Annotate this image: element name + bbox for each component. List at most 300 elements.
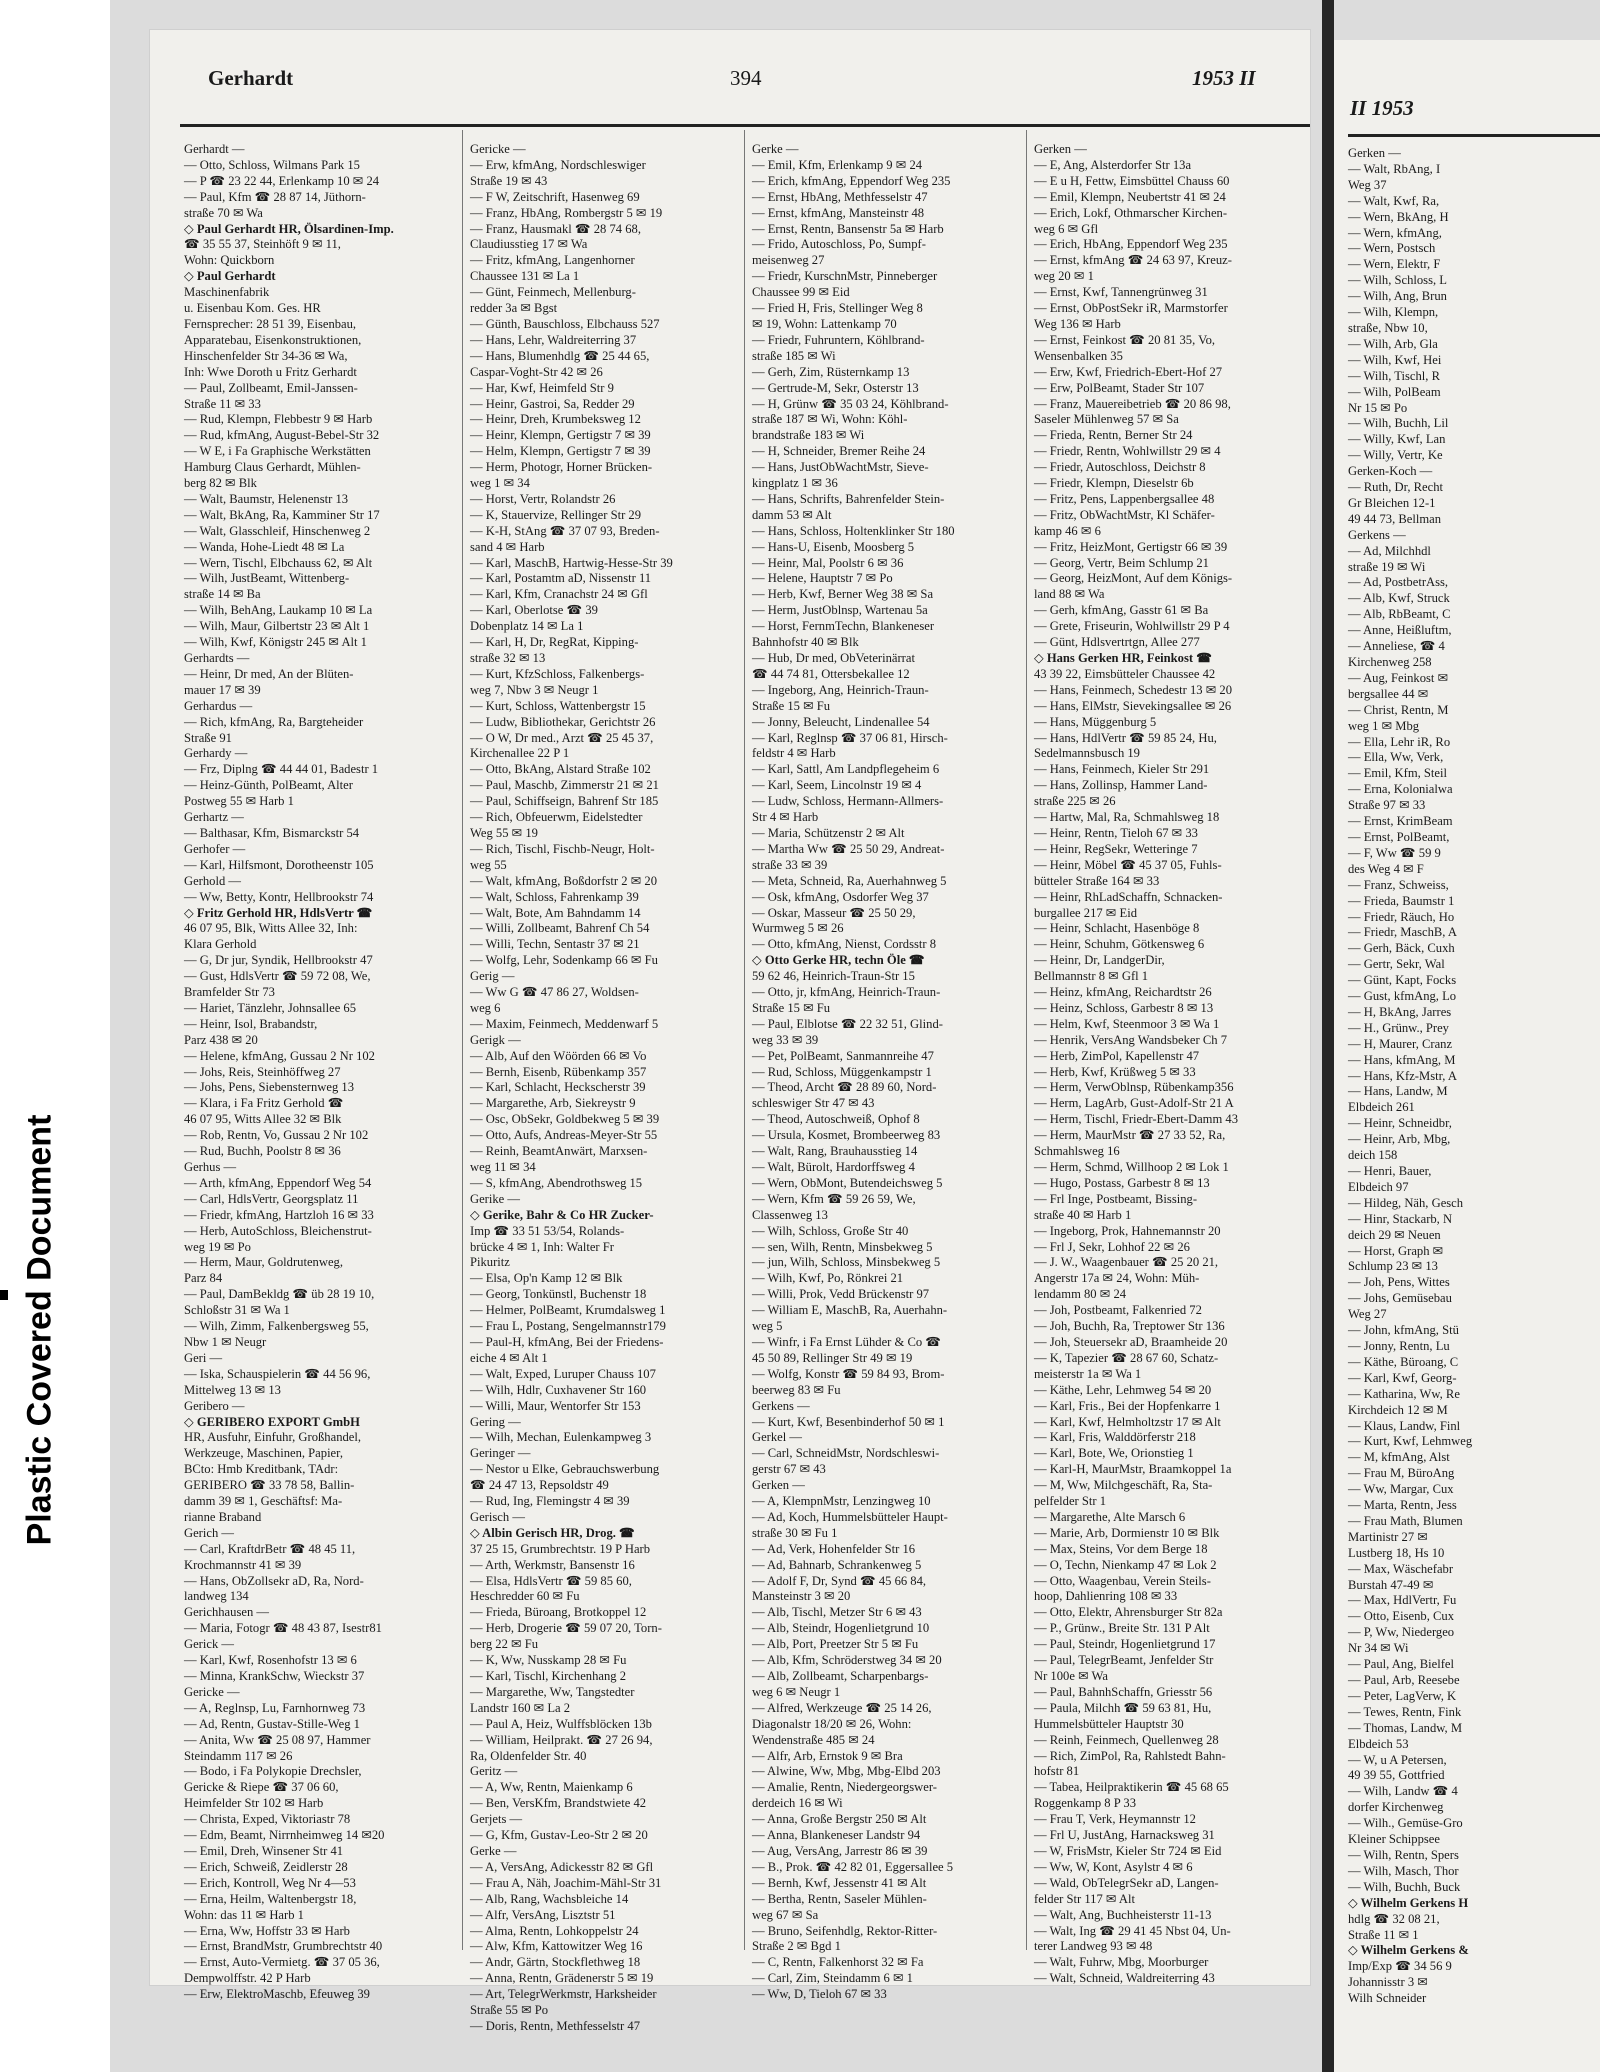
directory-entry-line: Straße 15 ✉ Fu <box>752 1000 831 1015</box>
directory-entry-line: — Arth, Werkmstr, Bansenstr 16 <box>470 1557 635 1572</box>
directory-entry-line: — Frl Inge, Postbeamt, Bissing- <box>1034 1191 1198 1206</box>
directory-entry-line: terer Landweg 93 ✉ 48 <box>1034 1939 1153 1954</box>
directory-entry-line: — Franz, Hausmakl ☎ 28 74 68, <box>470 221 641 236</box>
directory-entry-line: Dempwolffstr. 42 P Harb <box>184 1971 311 1986</box>
directory-entry-line: — Osc, ObSekr, Goldbekweg 5 ✉ 39 <box>470 1112 660 1127</box>
directory-entry-line: Chaussee 99 ✉ Eid <box>752 285 850 300</box>
directory-entry-line: — Ella, Ww, Verk, <box>1348 750 1444 765</box>
directory-entry-line: — Reinh, BeamtAnwärt, Marxsen- <box>470 1144 648 1159</box>
directory-entry-line: — Hartw, Mal, Ra, Schmahlsweg 18 <box>1034 810 1220 825</box>
directory-entry-line: — Ad, Verk, Hohenfelder Str 16 <box>752 1541 916 1556</box>
directory-entry-line: — Ben, VersKfm, Brandstwiete 42 <box>470 1796 647 1811</box>
directory-entry-line: — Ad, Rentn, Gustav-Stille-Weg 1 <box>184 1716 360 1731</box>
directory-entry-line: — Karl, Reglnsp ☎ 37 06 81, Hirsch- <box>752 730 948 745</box>
directory-entry-line: — Ww, D, Tieloh 67 ✉ 33 <box>752 1987 887 2002</box>
directory-entry-line: — Wilh, Hdlr, Cuxhavener Str 160 <box>470 1382 647 1397</box>
directory-entry-line: — Meta, Schneid, Ra, Auerhahnweg 5 <box>752 873 947 888</box>
directory-entry-line: Heimfelder Str 102 ✉ Harb <box>184 1796 324 1811</box>
directory-entry-line: — Willi, Prok, Vedd Brückenstr 97 <box>752 1287 930 1302</box>
directory-entry-line: — Heinr, Dr med, An der Blüten- <box>184 666 354 681</box>
surname-heading: Gerhardt — <box>184 142 245 156</box>
directory-entry-line: damm 39 ✉ 1, Geschäftsf: Ma- <box>184 1494 343 1509</box>
directory-entry-line: — Alma, Rentn, Lohkoppelstr 24 <box>470 1923 639 1938</box>
directory-entry-line: — Herm, Photogr, Horner Brücken- <box>470 460 653 475</box>
directory-entry-line: — Alb, Tischl, Metzer Str 6 ✉ 43 <box>752 1605 922 1620</box>
directory-entry-line: Hinschenfelder Str 34-36 ✉ Wa, <box>184 348 348 363</box>
directory-entry-line: — Karl, Kwf, Helmholtzstr 17 ✉ Alt <box>1034 1414 1221 1429</box>
directory-entry-line: — Fritz, HeizMont, Gertigstr 66 ✉ 39 <box>1034 539 1228 554</box>
running-head-surname: Gerhardt <box>208 66 294 90</box>
directory-entry-line: Wohn: Quickborn <box>184 253 275 268</box>
directory-entry-line: — Heinr, Dreh, Krumbeksweg 12 <box>470 412 641 427</box>
directory-entry-line: — Paul, Maschb, Zimmerstr 21 ✉ 21 <box>470 778 659 793</box>
directory-entry-line: Wurmweg 5 ✉ 26 <box>752 921 844 936</box>
directory-entry-line: Postweg 55 ✉ Harb 1 <box>184 794 294 809</box>
directory-entry-line: — Herm, Maur, Goldrutenweg, <box>184 1255 343 1270</box>
directory-entry-line: schleswiger Str 47 ✉ 43 <box>752 1096 875 1111</box>
directory-entry-line: — H., Grünw., Prey <box>1348 1020 1449 1035</box>
directory-entry-line: — Fritz, kfmAng, Langenhorner <box>470 253 635 268</box>
directory-entry-line: — Emil, Kfm, Steil <box>1348 766 1447 781</box>
directory-entry-line: — A, KlempnMstr, Lenzingweg 10 <box>752 1494 931 1509</box>
directory-entry-line: ◇ Paul Gerhardt HR, Ölsardinen-Imp. <box>184 221 394 236</box>
directory-entry-line: — Amalie, Rentn, Niedergeorgswer- <box>752 1780 937 1795</box>
surname-heading: Gering — <box>470 1414 521 1429</box>
directory-entry-line: — Wilh, Landw ☎ 4 <box>1348 1784 1458 1799</box>
directory-entry-line: dorfer Kirchenweg <box>1348 1800 1444 1815</box>
directory-entry-line: Straße 91 <box>184 730 232 745</box>
directory-entry-line: — Ww, Margar, Cux <box>1348 1482 1454 1497</box>
directory-entry-line: — Johs, Reis, Steinhöffweg 27 <box>184 1064 341 1079</box>
directory-entry-line: — Erna, Ww, Hoffstr 33 ✉ Harb <box>184 1923 350 1938</box>
directory-entry-line: HR, Ausfuhr, Einfuhr, Großhandel, <box>184 1430 362 1445</box>
directory-entry-line: Fernsprecher: 28 51 39, Eisenbau, <box>184 316 357 331</box>
directory-entry-line: — Aug, Feinkost ✉ <box>1348 670 1449 685</box>
directory-entry-line: — Elsa, HdlsVertr ☎ 59 85 60, <box>470 1573 632 1588</box>
directory-entry-line: — Wilh, Kwf, Po, Rönkrei 21 <box>752 1271 904 1286</box>
directory-entry-line: — Paul, Elblotse ☎ 22 32 51, Glind- <box>752 1016 943 1031</box>
directory-entry-line: — Wolfg, Lehr, Sodenkamp 66 ✉ Fu <box>470 953 658 968</box>
directory-entry-line: 37 25 15, Grumbrechtstr. 19 P Harb <box>470 1541 651 1556</box>
directory-entry-line: — Hans, ObZollsekr aD, Ra, Nord- <box>184 1573 364 1588</box>
surname-heading: Gerken — <box>752 1478 805 1493</box>
directory-entry-line: Mansteinstr 3 ✉ 20 <box>752 1589 851 1604</box>
directory-entry-line: Wohn: das 11 ✉ Harb 1 <box>184 1907 304 1922</box>
directory-entry-line: Nbw 1 ✉ Neugr <box>184 1334 267 1349</box>
directory-entry-line: — Karl, Seem, Lincolnstr 19 ✉ 4 <box>752 778 922 793</box>
surname-heading: Gerhofer — <box>184 841 246 856</box>
directory-entry-line: — Frl U, JustAng, Harnacksweg 31 <box>1034 1828 1215 1843</box>
directory-entry-line: — Wilh, Kwf, Königstr 245 ✉ Alt 1 <box>184 635 367 650</box>
directory-entry-line: — Margarethe, Alte Marsch 6 <box>1034 1509 1186 1524</box>
directory-entry-line: ◇ Otto Gerke HR, techn Öle ☎ <box>752 953 925 968</box>
directory-entry-line: — Günt, Feinmech, Mellenburg- <box>470 285 636 300</box>
directory-entry-line: — Alfr, VersAng, Lisztstr 51 <box>470 1907 616 1922</box>
directory-entry-line: — W E, i Fa Graphische Werkstätten <box>184 444 371 459</box>
directory-entry-line: — Friedr, Autoschloss, Deichstr 8 <box>1034 460 1206 475</box>
directory-entry-line: — Willi, Maur, Wentorfer Str 153 <box>470 1398 641 1413</box>
directory-entry-line: — Theod, Autoschweiß, Ophof 8 <box>752 1112 920 1127</box>
directory-entry-line: — William E, MaschB, Ra, Auerhahn- <box>752 1303 948 1318</box>
surname-heading: Geritz — <box>470 1764 518 1779</box>
directory-entry-line: — Hub, Dr med, ObVeterinärrat <box>752 651 915 665</box>
directory-entry-line: — Anna, Blankeneser Landstr 94 <box>752 1828 921 1843</box>
directory-entry-line: — Wilh, Klempn, <box>1348 305 1439 320</box>
directory-entry-line: — W, u A Petersen, <box>1348 1752 1447 1767</box>
directory-entry-line: — Rud, kfmAng, August-Bebel-Str 32 <box>184 428 380 443</box>
directory-entry-line: — Margarethe, Arb, Siekreystr 9 <box>470 1096 636 1111</box>
directory-entry-line: — F W, Zeitschrift, Hasenweg 69 <box>470 189 640 204</box>
directory-entry-line: — Christ, Rentn, M <box>1348 702 1449 717</box>
directory-entry-line: — Emil, Kfm, Erlenkamp 9 ✉ 24 <box>752 157 923 172</box>
directory-entry-line: — Heinr, Schuhm, Götkensweg 6 <box>1034 937 1205 952</box>
directory-entry-line: — Heinz, Schloss, Garbestr 8 ✉ 13 <box>1034 1000 1214 1015</box>
directory-entry-line: — Frieda, Baumstr 1 <box>1348 893 1455 908</box>
directory-entry-line: Caspar-Voght-Str 42 ✉ 26 <box>470 364 603 379</box>
directory-entry-line: GERIBERO ☎ 33 78 58, Ballin- <box>184 1478 355 1493</box>
directory-entry-line: — Gertr, Sekr, Wal <box>1348 957 1445 972</box>
directory-entry-line: — Gerh, Bäck, Cuxh <box>1348 941 1455 956</box>
directory-entry-line: Krochmannstr 41 ✉ 39 <box>184 1557 302 1572</box>
directory-entry-line: — Jonny, Beleucht, Lindenallee 54 <box>752 714 930 729</box>
surname-heading: Gerich — <box>184 1525 235 1540</box>
directory-entry-line: — Oskar, Masseur ☎ 25 50 29, <box>752 905 916 920</box>
directory-entry-line: ◇ Albin Gerisch HR, Drog. ☎ <box>470 1525 635 1540</box>
directory-entry-line: — J. W., Waagenbauer ☎ 25 20 21, <box>1034 1255 1219 1270</box>
directory-entry-line: — Ww, Betty, Kontr, Hellbrookstr 74 <box>184 889 374 904</box>
directory-entry-line: — Willy, Vertr, Ke <box>1348 448 1443 463</box>
directory-entry-line: Bramfelder Str 73 <box>184 985 275 1000</box>
directory-entry-line: 49 44 73, Bellman <box>1348 511 1442 526</box>
directory-entry-line: — Paul-H, kfmAng, Bei der Friedens- <box>470 1334 664 1349</box>
directory-entry-line: — Anna, Große Bergstr 250 ✉ Alt <box>752 1812 927 1827</box>
directory-entry-line: Johannisstr 3 ✉ <box>1348 1975 1428 1990</box>
surname-heading: Geringer — <box>470 1446 531 1461</box>
directory-entry-line: — P, Ww, Niedergeo <box>1348 1625 1455 1640</box>
directory-entry-line: Elbdeich 53 <box>1348 1736 1409 1751</box>
directory-entry-line: 45 50 89, Rellinger Str 49 ✉ 19 <box>752 1350 913 1365</box>
directory-entry-line: — Otto, Schloss, Wilmans Park 15 <box>184 157 360 172</box>
directory-entry-line: — Martha Ww ☎ 25 50 29, Andreat- <box>752 841 945 856</box>
directory-entry-line: — Hans, Schloss, Holtenklinker Str 180 <box>752 523 955 538</box>
directory-entry-line: — Alb, Kwf, Struck <box>1348 591 1450 606</box>
directory-entry-line: — Wilh, Schloss, L <box>1348 273 1447 288</box>
directory-entry-line: — Joh, Pens, Wittes <box>1348 1275 1450 1290</box>
directory-entry-line: Schmahlsweg 16 <box>1034 1144 1120 1159</box>
directory-entry-line: — Heinr, Arb, Mbg, <box>1348 1132 1451 1147</box>
directory-entry-line: sand 4 ✉ Harb <box>470 539 545 554</box>
directory-entry-line: Landstr 160 ✉ La 2 <box>470 1700 571 1715</box>
directory-entry-line: — Herm, VerwOblnsp, Rübenkamp356 <box>1034 1080 1234 1095</box>
directory-entry-line: — Wilh, Schloss, Große Str 40 <box>752 1223 909 1238</box>
directory-entry-line: — Tewes, Rentn, Fink <box>1348 1704 1462 1719</box>
directory-entry-line: — Friedr, Fuhruntern, Köhlbrand- <box>752 332 925 347</box>
directory-entry-line: — Minna, KrankSchw, Wieckstr 37 <box>184 1669 365 1683</box>
directory-entry-line: — Nestor u Elke, Gebrauchswerbung <box>470 1462 660 1477</box>
directory-entry-line: — Walt, Glasschleif, Hinschenweg 2 <box>184 523 371 538</box>
directory-entry-line: — Ingeborg, Prok, Hahnemannstr 20 <box>1034 1223 1221 1238</box>
directory-entry-line: — Thomas, Landw, M <box>1348 1720 1463 1735</box>
directory-entry-line: landweg 134 <box>184 1589 249 1604</box>
directory-entry-line: — Friedr, Klempn, Dieselstr 6b <box>1034 476 1194 491</box>
directory-entry-line: — Karl, Schlacht, Heckscherstr 39 <box>470 1080 646 1095</box>
directory-entry-line: straße 14 ✉ Ba <box>184 587 261 602</box>
directory-entry-line: — Ernst, Auto-Vermietg. ☎ 37 05 36, <box>184 1955 380 1970</box>
directory-entry-line: kamp 46 ✉ 6 <box>1034 523 1101 538</box>
directory-entry-line: — Doris, Rentn, Methfesselstr 47 <box>470 2018 640 2033</box>
directory-entry-line: ◇ GERIBERO EXPORT GmbH <box>184 1414 360 1429</box>
directory-entry-line: — Frau Math, Blumen <box>1348 1513 1463 1528</box>
directory-entry-line: weg 33 ✉ 39 <box>752 1032 819 1047</box>
directory-entry-line: — Wilh, Masch, Thor <box>1348 1863 1459 1878</box>
directory-entry-line: — C, Rentn, Falkenhorst 32 ✉ Fa <box>752 1955 924 1970</box>
directory-entry-line: — Andr, Gärtn, Stockflethweg 18 <box>470 1955 641 1970</box>
surname-heading: Gerhardy — <box>184 746 248 761</box>
directory-entry-line: — Bruno, Seifenhdlg, Rektor-Ritter- <box>752 1923 938 1938</box>
directory-entry-line: — Frieda, Büroang, Brotkoppel 12 <box>470 1605 647 1620</box>
directory-entry-line: straße 225 ✉ 26 <box>1034 794 1116 809</box>
directory-entry-line: Classenweg 13 <box>752 1207 828 1222</box>
directory-entry-line: ☎ 35 55 37, Steinhöft 9 ✉ 11, <box>184 237 341 252</box>
directory-entry-line: — Heinr, Schlacht, Hasenböge 8 <box>1034 921 1200 936</box>
directory-entry-line: — Helene, kfmAng, Gussau 2 Nr 102 <box>184 1048 375 1063</box>
directory-entry-line: — John, kfmAng, Stü <box>1348 1323 1459 1338</box>
directory-entry-line: — H, Maurer, Cranz <box>1348 1036 1453 1051</box>
directory-entry-line: — sen, Wilh, Rentn, Minsbekweg 5 <box>752 1239 933 1254</box>
directory-entry-line: — Wald, ObTelegrSekr aD, Langen- <box>1034 1875 1219 1890</box>
adjacent-header-rule <box>1348 134 1600 137</box>
directory-entry-line: — Otto, jr, kfmAng, Heinrich-Traun- <box>752 985 941 1000</box>
directory-entry-line: Hamburg Claus Gerhardt, Mühlen- <box>184 460 361 475</box>
directory-entry-line: Imp ☎ 33 51 53/54, Rolands- <box>470 1223 625 1238</box>
directory-entry-line: — W, FrisMstr, Kieler Str 724 ✉ Eid <box>1034 1843 1222 1858</box>
directory-entry-line: — Günt, Hdlsvertrtgn, Allee 277 <box>1034 635 1200 650</box>
directory-entry-line: weg 55 <box>470 857 507 872</box>
directory-entry-line: Straße 15 ✉ Fu <box>752 698 831 713</box>
directory-entry-line: — Osk, kfmAng, Osdorfer Weg 37 <box>752 889 929 904</box>
directory-entry-line: — Frz, Diplng ☎ 44 44 01, Badestr 1 <box>184 762 379 777</box>
header-rule <box>180 124 1310 127</box>
directory-entry-line: Pikuritz <box>470 1255 510 1270</box>
directory-entry-line: — Bertha, Rentn, Saseler Mühlen- <box>752 1891 927 1906</box>
margin-tick-mark <box>0 1290 8 1300</box>
directory-entry-line: — Klaus, Landw, Finl <box>1348 1418 1461 1433</box>
directory-entry-line: Str 4 ✉ Harb <box>752 810 819 825</box>
directory-entry-line: — Karl, Kwf, Rosenhofstr 13 ✉ 6 <box>184 1653 357 1668</box>
directory-entry-line: — Karl, Fris, Walddörferstr 218 <box>1034 1430 1196 1445</box>
directory-entry-line: — Wilh, BehAng, Laukamp 10 ✉ La <box>184 603 373 618</box>
directory-entry-line: — Franz, Schweiss, <box>1348 877 1449 892</box>
directory-entry-line: — Bernh, Eisenb, Rübenkamp 357 <box>470 1064 647 1079</box>
directory-entry-line: — Hans, ElMstr, Sievekingsallee ✉ 26 <box>1034 698 1232 713</box>
directory-entry-line: — Erna, Kolonialwa <box>1348 782 1453 797</box>
directory-entry-line: — Paul, Schiffseign, Bahrenf Str 185 <box>470 794 659 809</box>
directory-entry-line: — Klara, i Fa Fritz Gerhold ☎ <box>184 1096 344 1111</box>
directory-entry-line: straße 185 ✉ Wi <box>752 348 836 363</box>
directory-entry-line: — Erw, Kwf, Friedrich-Ebert-Hof 27 <box>1034 364 1223 379</box>
directory-entry-line: — K, Stauervize, Rellinger Str 29 <box>470 507 642 522</box>
directory-entry-line: — Karl, Bote, We, Orionstieg 1 <box>1034 1446 1194 1461</box>
directory-entry-line: Bellmannstr 8 ✉ Gfl 1 <box>1034 969 1149 984</box>
surname-heading: Gerke — <box>470 1843 517 1858</box>
directory-entry-line: Nr 100e ✉ Wa <box>1034 1669 1109 1683</box>
directory-entry-line: — Wilh, Maur, Gilbertstr 23 ✉ Alt 1 <box>184 619 370 634</box>
directory-entry-line: — Ad, Milchhdl <box>1348 543 1431 558</box>
directory-entry-line: — Katharina, Ww, Re <box>1348 1386 1460 1401</box>
directory-entry-line: — Heinr, Klempn, Gertigstr 7 ✉ 39 <box>470 428 651 443</box>
directory-entry-line: — Helene, Hauptstr 7 ✉ Po <box>752 571 893 586</box>
directory-entry-line: — Rob, Rentn, Vo, Gussau 2 Nr 102 <box>184 1128 369 1143</box>
column-divider <box>744 130 745 1950</box>
directory-entry-line: — Herm, JustOblnsp, Wartenau 5a <box>752 603 928 618</box>
directory-entry-line: — Walt, Exped, Luruper Chauss 107 <box>470 1366 656 1381</box>
directory-entry-line: — Frau A, Näh, Joachim-Mähl-Str 31 <box>470 1875 662 1890</box>
directory-entry-line: Ra, Oldenfelder Str. 40 <box>470 1748 587 1763</box>
directory-entry-line: — Hans-U, Eisenb, Moosberg 5 <box>752 539 915 554</box>
directory-entry-line: Maschinenfabrik <box>184 285 270 300</box>
directory-entry-line: — M, Ww, Milchgeschäft, Ra, Sta- <box>1034 1478 1213 1493</box>
directory-entry-line: — A, Reglnsp, Lu, Farnhornweg 73 <box>184 1700 366 1715</box>
directory-entry-line: Lustberg 18, Hs 10 <box>1348 1545 1445 1560</box>
directory-entry-line: — Wilh, Zimm, Falkenbergsweg 55, <box>184 1319 369 1334</box>
directory-entry-line: — Hans, JustObWachtMstr, Sieve- <box>752 460 929 475</box>
listing-column-3 <box>752 142 1024 2002</box>
directory-entry-line: — Helm, Kwf, Steenmoor 3 ✉ Wa 1 <box>1034 1016 1220 1031</box>
directory-entry-line: — H, Schneider, Bremer Reihe 24 <box>752 444 926 459</box>
directory-entry-line: Elbdeich 261 <box>1348 1100 1415 1115</box>
directory-entry-line: — Paul A, Heiz, Wulffsblöcken 13b <box>470 1716 652 1731</box>
column-divider <box>1026 130 1027 1950</box>
directory-entry-line: Roggenkamp 8 P 33 <box>1034 1796 1137 1811</box>
directory-entry-line: rianne Braband <box>184 1509 262 1524</box>
directory-entry-line: hdlg ☎ 32 08 21, <box>1348 1911 1440 1926</box>
directory-entry-line: — Maxim, Feinmech, Meddenwarf 5 <box>470 1016 659 1031</box>
directory-entry-line: — E, Ang, Alsterdorfer Str 13a <box>1034 157 1192 172</box>
directory-entry-line: des Weg 4 ✉ F <box>1348 861 1424 876</box>
directory-entry-line: — K, Tapezier ☎ 28 67 60, Schatz- <box>1034 1350 1219 1365</box>
directory-entry-line: meisterstr 1a ✉ Wa 1 <box>1034 1366 1142 1381</box>
directory-entry-line: Burstah 47-49 ✉ <box>1348 1577 1434 1592</box>
directory-entry-line: — A, Ww, Rentn, Maienkamp 6 <box>470 1780 633 1795</box>
directory-entry-line: — Paul, DamBekldg ☎ üb 28 19 10, <box>184 1287 375 1302</box>
directory-entry-line: — Rud, Schloss, Müggenkampstr 1 <box>752 1064 932 1079</box>
directory-page <box>150 30 1310 2033</box>
directory-entry-line: weg 7, Nbw 3 ✉ Neugr 1 <box>470 682 599 697</box>
directory-entry-line: Saseler Mühlenweg 57 ✉ Sa <box>1034 412 1179 427</box>
directory-entry-line: — Heinr, Gastroi, Sa, Redder 29 <box>470 396 635 411</box>
directory-entry-line: — Ella, Lehr iR, Ro <box>1348 734 1451 749</box>
directory-entry-line: — Erich, HbAng, Eppendorf Weg 235 <box>1034 237 1228 252</box>
directory-entry-line: — Erich, Schweiß, Zeidlerstr 28 <box>184 1859 348 1874</box>
directory-entry-line: — Frieda, Rentn, Berner Str 24 <box>1034 428 1193 443</box>
directory-entry-line: — Ernst, kfmAng ☎ 24 63 97, Kreuz- <box>1034 253 1232 268</box>
directory-entry-line: — Willi, Techn, Sentastr 37 ✉ 21 <box>470 937 640 952</box>
directory-entry-line: — Fried H, Fris, Stellinger Weg 8 <box>752 301 923 316</box>
directory-entry-line: — Gust, HdlsVertr ☎ 59 72 08, We, <box>184 969 371 984</box>
directory-entry-line: — Alwine, Ww, Mbg, Mbg-Elbd 203 <box>752 1764 941 1779</box>
directory-entry-line: Bahnhofstr 40 ✉ Blk <box>752 635 859 650</box>
directory-entry-line: — Anita, Ww ☎ 25 08 97, Hammer <box>184 1732 371 1747</box>
directory-entry-line: — Wilh, Arb, Gla <box>1348 336 1438 351</box>
directory-entry-line: — Walt, Kwf, Ra, <box>1348 193 1440 208</box>
directory-entry-line: Gr Bleichen 12-1 <box>1348 495 1436 510</box>
directory-entry-line: Kirchenallee 22 P 1 <box>470 746 570 761</box>
directory-entry-line: — Karl, Oberlotse ☎ 39 <box>470 603 598 618</box>
directory-entry-line: — Ad, Bahnarb, Schrankenweg 5 <box>752 1557 922 1572</box>
directory-entry-line: — Winfr, i Fa Ernst Lühder & Co ☎ <box>752 1334 941 1349</box>
directory-entry-line: — Herm, Tischl, Friedr-Ebert-Damm 43 <box>1034 1112 1239 1127</box>
adjacent-page <box>1334 40 1600 2072</box>
directory-entry-line: gerstr 67 ✉ 43 <box>752 1462 826 1477</box>
directory-entry-line: burgallee 217 ✉ Eid <box>1034 905 1138 920</box>
directory-entry-line: — Wern, Kfm ☎ 59 26 59, We, <box>752 1191 916 1206</box>
adjacent-listing-column <box>1348 146 1598 2046</box>
directory-entry-line: — Art, TelegrWerkmstr, Harksheider <box>470 1987 657 2002</box>
directory-entry-line: — Herb, Drogerie ☎ 59 07 20, Torn- <box>470 1621 662 1636</box>
directory-entry-line: Weg 37 <box>1348 177 1387 192</box>
directory-entry-line: meisenweg 27 <box>752 253 825 268</box>
directory-entry-line: ◇ Hans Gerken HR, Feinkost ☎ <box>1034 651 1212 665</box>
directory-entry-line: — Paul, TelegrBeamt, Jenfelder Str <box>1034 1653 1214 1668</box>
directory-entry-line: — Karl, Postamtm aD, Nissenstr 11 <box>470 571 652 586</box>
directory-entry-line: — Johs, Gemüsebau <box>1348 1291 1452 1306</box>
directory-entry-line: — Hans, Müggenburg 5 <box>1034 714 1157 729</box>
directory-entry-line: — Ww G ☎ 47 86 27, Woldsen- <box>470 985 639 1000</box>
directory-entry-line: — Hugo, Postass, Garbestr 8 ✉ 13 <box>1034 1175 1210 1190</box>
directory-entry-line: — Paul, Arb, Reesebe <box>1348 1673 1460 1687</box>
directory-entry-line: — K, Ww, Nusskamp 28 ✉ Fu <box>470 1653 627 1668</box>
directory-entry-line: Kleiner Schippsee <box>1348 1832 1440 1847</box>
directory-entry-line: — Karl, Tischl, Kirchenhang 2 <box>470 1669 627 1683</box>
directory-entry-line: — jun, Wilh, Schloss, Minsbekweg 5 <box>752 1255 941 1270</box>
directory-entry-line: — Grete, Friseurin, Wohlwillstr 29 P 4 <box>1034 619 1230 634</box>
directory-entry-line: — Jonny, Rentn, Lu <box>1348 1338 1450 1353</box>
directory-entry-line: — Hans, Blumenhdlg ☎ 25 44 65, <box>470 348 650 363</box>
directory-entry-line: — K-H, StAng ☎ 37 07 93, Breden- <box>470 523 660 538</box>
directory-entry-line: deich 158 <box>1348 1148 1398 1163</box>
directory-entry-line: — Margarethe, Ww, Tangstedter <box>470 1684 635 1699</box>
surname-heading: Gerkel — <box>752 1430 803 1445</box>
directory-entry-line: — Heinr, RhLadSchaffn, Schnacken- <box>1034 889 1223 904</box>
directory-entry-line: — Wilh, PolBeam <box>1348 384 1441 399</box>
directory-entry-line: — Bodo, i Fa Polykopie Drechsler, <box>184 1764 362 1779</box>
directory-entry-line: — Heinr, Schneidbr, <box>1348 1116 1452 1131</box>
directory-entry-line: berg 82 ✉ Blk <box>184 476 257 491</box>
column-divider <box>462 130 463 1950</box>
directory-entry-line: — Franz, HbAng, Rombergstr 5 ✉ 19 <box>470 205 663 220</box>
directory-entry-line: pelfelder Str 1 <box>1034 1494 1107 1509</box>
directory-entry-line: Kirchdeich 12 ✉ M <box>1348 1402 1448 1417</box>
directory-entry-line: — Erw, ElektroMaschb, Efeuweg 39 <box>184 1987 370 2002</box>
directory-entry-line: — Carl, KraftdrBetr ☎ 48 45 11, <box>184 1541 356 1556</box>
directory-entry-line: Straße 19 ✉ 43 <box>470 173 548 188</box>
surname-heading: Gerig — <box>470 969 515 984</box>
directory-entry-line: redder 3a ✉ Bgst <box>470 301 558 316</box>
surname-heading: Geribero — <box>184 1398 245 1413</box>
directory-entry-line: — Anneliese, ☎ 4 <box>1348 639 1445 654</box>
directory-entry-line: weg 1 ✉ 34 <box>470 476 530 491</box>
directory-entry-line: — Hans, Zollinsp, Hammer Land- <box>1034 778 1208 793</box>
directory-entry-line: — Alb, Auf den Wöörden 66 ✉ Vo <box>470 1048 647 1063</box>
directory-entry-line: — Carl, Zim, Steindamm 6 ✉ 1 <box>752 1971 913 1986</box>
directory-entry-line: — H, BkAng, Jarres <box>1348 1004 1452 1019</box>
directory-entry-line: — Karl, Fris., Bei der Hopfenkarre 1 <box>1034 1398 1221 1413</box>
directory-entry-line: — Karl, MaschB, Hartwig-Hesse-Str 39 <box>470 555 673 570</box>
directory-entry-line: — Günt, Kapt, Focks <box>1348 973 1457 988</box>
directory-entry-line: — Christa, Exped, Viktoriastr 78 <box>184 1812 351 1827</box>
directory-entry-line: — Arth, kfmAng, Eppendorf Weg 54 <box>184 1175 372 1190</box>
directory-entry-line: — Paul, BahnhSchaffn, Griesstr 56 <box>1034 1684 1213 1699</box>
